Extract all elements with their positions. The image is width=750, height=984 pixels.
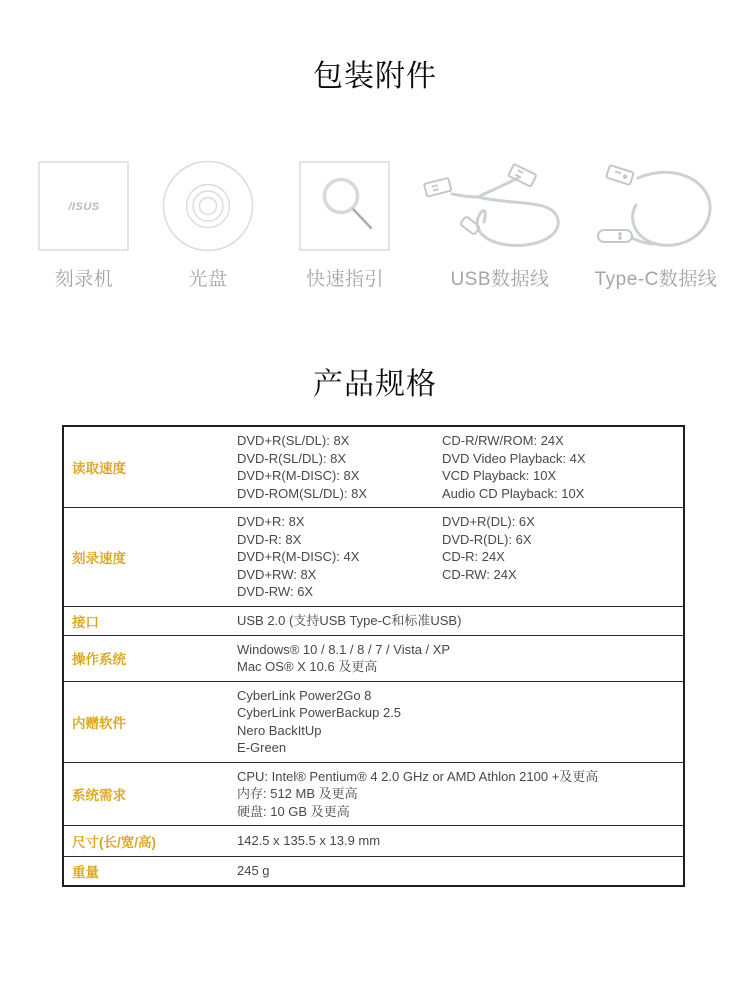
disc-icon [162,160,254,252]
spec-value-line: CyberLink Power2Go 8 [237,687,372,703]
spec-value-line: 245 g [237,863,270,878]
spec-table [62,425,685,887]
spec-value-line: USB 2.0 (支持USB Type-C和标准USB) [237,613,462,628]
spec-value-line: DVD-RW: 6X [237,584,314,600]
spec-value-line: 硬盘: 10 GB 及更高 [237,803,350,819]
spec-value-line: DVD-ROM(SL/DL): 8X [237,485,368,501]
spec-row-values [237,763,683,826]
spec-value-line: DVD-R: 8X [237,531,302,547]
spec-value-line: VCD Playback: 10X [442,468,557,483]
spec-value-line: E-Green [237,740,287,755]
quick-guide-icon [299,160,391,252]
spec-row-os [64,635,683,681]
spec-value-line: Mac OS® X 10.6 及更高 [237,659,378,674]
spec-value-line: DVD-R(DL): 6X [442,531,532,547]
spec-row-label: 尺寸(长/宽/高) [72,835,156,850]
spec-value-line: CPU: Intel® Pentium® 4 2.0 GHz or AMD Athlon 2100 +及更高 [237,768,599,784]
spec-row-values [237,636,683,681]
accessory-item-quick-guide [297,160,393,291]
spec-row-label: 内赠软件 [72,715,126,731]
spec-row-write-speed [64,507,683,606]
spec-value-line: DVD+R(M-DISC): 8X [237,468,360,483]
spec-row-interface [64,606,683,635]
spec-row-label: 系统需求 [72,787,126,803]
svg-text:/ISUS: /ISUS [68,201,100,213]
spec-value-line: CD-RW: 24X [442,566,517,582]
spec-row-values [237,508,683,606]
accessory-label: 光盘 [188,269,228,290]
spec-row-label: 读取速度 [72,461,126,476]
accessory-item-disc [160,160,256,291]
spec-value-line: Windows® 10 / 8.1 / 8 / 7 / Vista / XP [237,641,451,657]
spec-value-line: DVD-R(SL/DL): 8X [237,450,347,466]
accessories-row [0,98,750,288]
spec-row-values [237,427,683,507]
specs-title: 产品规格 [313,368,437,401]
accessory-label: Type-C数据线 [594,269,718,290]
spec-row-software [64,681,683,762]
spec-value-column [442,513,683,601]
spec-row-label: 刻录速度 [72,551,126,566]
spec-row-label: 操作系统 [72,652,126,667]
spec-value-column [237,432,442,502]
spec-value-line: 142.5 x 135.5 x 13.9 mm [237,833,381,849]
spec-value-line: DVD+R(SL/DL): 8X [237,433,350,448]
spec-value-line: 内存: 512 MB 及更高 [237,786,358,801]
typec-cable-icon [586,160,726,252]
spec-value-line: DVD Video Playback: 4X [442,450,586,466]
accessory-label: 刻录机 [54,269,114,290]
spec-row-dimensions [64,825,683,856]
spec-row-read-speed [64,427,683,507]
spec-value-line: Audio CD Playback: 10X [442,485,585,501]
spec-row-values [237,826,683,856]
spec-value-column [237,513,442,601]
accessory-label: 快速指引 [305,269,384,290]
spec-value-line: DVD+R: 8X [237,514,305,530]
spec-value-line: CD-R/RW/ROM: 24X [442,433,564,448]
spec-value-line: DVD+R(M-DISC): 4X [237,549,360,565]
accessory-item-burner [36,160,132,291]
burner-icon [38,160,130,252]
spec-value-column [442,432,683,502]
spec-value-line: Nero BackItUp [237,722,322,738]
accessory-item-usb-cable [418,160,582,291]
usb-cable-icon [418,160,582,252]
spec-value-line: CyberLink PowerBackup 2.5 [237,705,402,720]
spec-value-line: CD-R: 24X [442,549,505,564]
spec-row-values [237,857,683,885]
spec-row-values [237,607,683,635]
spec-row-weight [64,856,683,885]
spec-value-line: DVD+R(DL): 6X [442,514,535,529]
accessory-label: USB数据线 [450,269,550,290]
spec-value-line: DVD+RW: 8X [237,566,317,582]
packaging-title: 包装附件 [313,60,437,93]
spec-row-label: 重量 [72,864,99,880]
spec-row-system-req [64,762,683,826]
spec-row-values [237,682,683,762]
spec-row-label: 接口 [72,614,99,630]
accessory-item-typec-cable [586,160,726,291]
